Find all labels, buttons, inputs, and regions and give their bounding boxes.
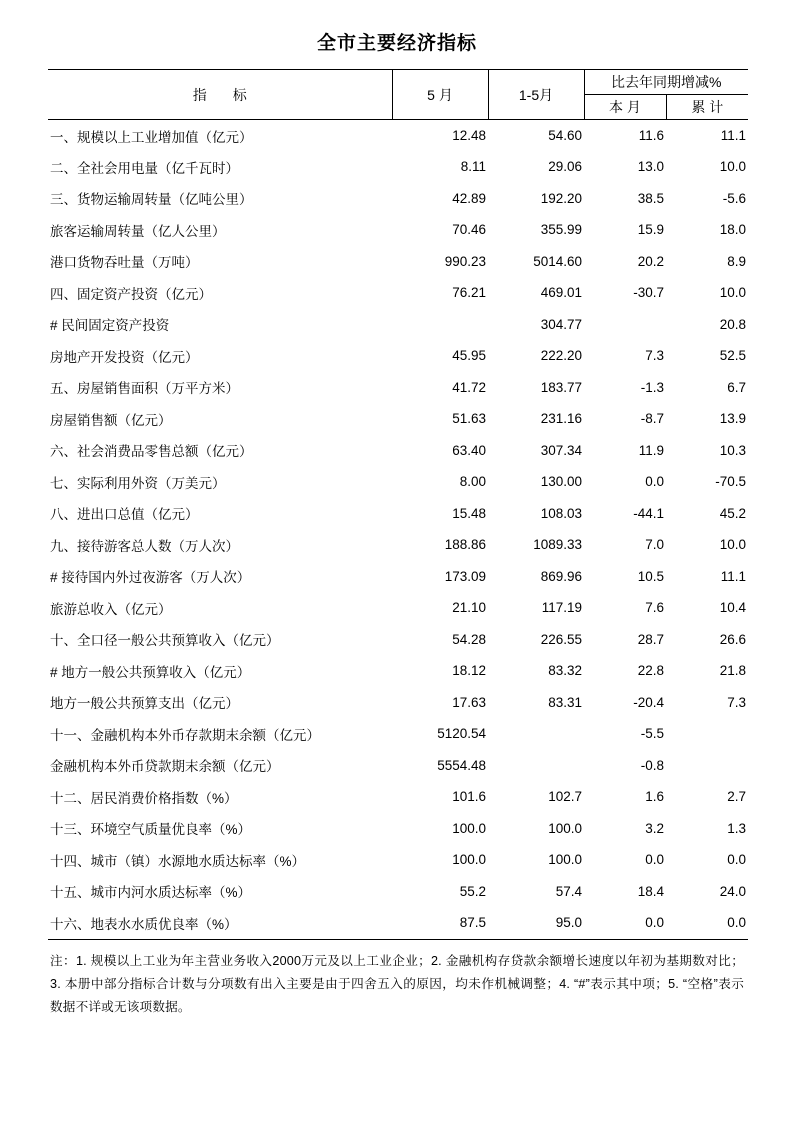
row-change-cumulative: 10.4 [719,600,747,616]
row-value-cumulative: 183.77 [540,379,582,395]
row-label: 金融机构本外币贷款期末余额（亿元） [50,759,280,775]
row-change-cumulative: 7.3 [727,694,747,710]
row-value-cumulative: 100.0 [548,820,582,836]
table-notes [50,950,744,1020]
row-label: # 地方一般公共预算收入（亿元） [50,664,251,680]
row-label: 十二、居民消费价格指数（%） [50,790,238,806]
table-row [48,214,748,246]
row-label: 十六、地表水水质优良率（%） [50,916,238,932]
row-change-cumulative: 11.1 [720,128,747,143]
row-label: # 接待国内外过夜游客（万人次） [50,570,251,586]
row-value-month: 5554.48 [437,757,486,773]
table-row [48,718,748,750]
row-change-cumulative: -70.5 [715,474,747,490]
row-change-cumulative: 26.6 [719,631,747,647]
row-change-month: 15.9 [637,222,664,238]
table-row [48,372,748,404]
row-change-cumulative [666,718,748,750]
row-label: 房屋销售额（亿元） [50,412,172,428]
table-row [48,151,748,183]
row-label: # 民间固定资产投资 [50,318,170,334]
row-value-cumulative: 100.0 [548,852,582,868]
row-change-month: 1.6 [645,789,664,805]
row-label: 十、全口径一般公共预算收入（亿元） [50,633,280,649]
row-value-cumulative: 307.34 [540,442,582,458]
row-change-cumulative: 20.8 [719,316,747,332]
row-value-month: 990.23 [444,253,486,269]
row-label: 房地产开发投资（亿元） [50,349,199,365]
row-value-cumulative: 83.31 [548,694,582,710]
row-value-cumulative: 102.7 [548,789,582,805]
row-change-cumulative: 6.7 [727,379,747,395]
row-change-month [584,309,666,341]
row-value-cumulative: 5014.60 [533,253,582,269]
row-value-month: 101.6 [452,789,486,805]
row-label: 三、货物运输周转量（亿吨公里） [50,192,253,208]
row-value-cumulative: 108.03 [540,505,582,521]
row-change-cumulative: 1.3 [727,820,747,836]
table-row [48,529,748,561]
row-label: 十五、城市内河水质达标率（%） [50,885,252,901]
row-change-cumulative: 52.5 [719,348,747,364]
row-label: 旅客运输周转量（亿人公里） [50,223,226,239]
row-value-month: 17.63 [452,694,486,710]
row-value-cumulative: 57.4 [555,883,582,899]
row-value-month: 173.09 [444,568,486,584]
row-value-month [392,309,488,341]
row-change-month: -1.3 [640,379,664,395]
table-row [48,907,748,939]
table-row [48,466,748,498]
row-value-month: 76.21 [452,285,486,301]
row-label: 九、接待游客总人数（万人次） [50,538,239,554]
table-row [48,561,748,593]
row-change-month: 0.0 [645,852,664,868]
row-change-cumulative: 10.0 [719,285,747,301]
row-value-month: 42.89 [452,190,486,206]
table-row [48,813,748,845]
table-row [48,655,748,687]
table-row [48,498,748,530]
row-value-cumulative: 192.20 [540,190,582,206]
row-value-cumulative: 95.0 [555,915,582,931]
row-value-cumulative: 469.01 [540,285,582,301]
row-label: 七、实际利用外资（万美元） [50,475,226,491]
row-change-month: 11.9 [638,442,664,458]
row-value-cumulative: 226.55 [540,631,582,647]
row-value-month: 100.0 [452,820,486,836]
row-change-month: 7.0 [645,537,664,553]
row-change-month: 10.5 [637,568,664,584]
column-header-change-cumulative: 累 计 [666,95,748,120]
row-value-cumulative: 869.96 [540,568,582,584]
row-change-month: -5.5 [640,726,664,742]
column-header-indicator: 指 标 [48,70,392,120]
row-label: 旅游总收入（亿元） [50,601,172,617]
row-change-cumulative [666,750,748,782]
row-value-cumulative: 130.00 [540,474,582,490]
row-change-cumulative: 10.0 [719,537,747,553]
row-value-month: 63.40 [452,442,486,458]
row-value-month: 87.5 [459,915,486,931]
row-label: 五、房屋销售面积（万平方米） [50,381,239,397]
table-header [48,70,748,120]
row-value-month: 15.48 [452,505,486,521]
table-row [48,120,748,152]
table-row [48,592,748,624]
row-label: 四、固定资产投资（亿元） [50,286,212,302]
table-row [48,750,748,782]
row-label: 十三、环境空气质量优良率（%） [50,822,252,838]
row-value-cumulative: 29.06 [548,159,582,175]
row-value-cumulative: 231.16 [540,411,582,427]
table-row [48,844,748,876]
row-label: 港口货物吞吐量（万吨） [50,255,199,271]
row-change-month: 22.8 [637,663,664,679]
row-change-cumulative: 45.2 [719,505,747,521]
column-header-change-month: 本 月 [584,95,666,120]
row-change-month: 3.2 [645,820,664,836]
table-row [48,309,748,341]
row-change-month: -30.7 [633,285,664,301]
row-value-cumulative: 1089.33 [533,537,582,553]
table-row [48,246,748,278]
table-row [48,403,748,435]
row-label: 地方一般公共预算支出（亿元） [50,696,239,712]
row-value-month: 188.86 [444,537,486,553]
row-label: 八、进出口总值（亿元） [50,507,199,523]
column-header-change-group: 比去年同期增减% [584,70,748,95]
row-change-month: -44.1 [633,505,664,521]
row-label: 二、全社会用电量（亿千瓦时） [50,160,239,176]
table-row [48,687,748,719]
row-change-cumulative: -5.6 [722,190,747,206]
table-row [48,876,748,908]
row-change-month: 18.4 [637,883,664,899]
row-value-cumulative: 54.60 [548,128,582,143]
row-label: 一、规模以上工业增加值（亿元） [50,129,253,145]
row-change-month: 11.6 [638,128,664,143]
table-row [48,340,748,372]
row-change-cumulative: 18.0 [719,222,747,238]
row-label: 十一、金融机构本外币存款期末余额（亿元） [50,727,320,743]
table-body [48,120,748,939]
row-change-cumulative: 0.0 [727,915,747,931]
row-change-month: 20.2 [637,253,664,269]
column-header-cumulative: 1-5月 [488,70,584,120]
row-value-month: 51.63 [452,411,486,427]
row-label: 六、社会消费品零售总额（亿元） [50,444,253,460]
row-value-month: 21.10 [452,600,486,616]
table-row [48,435,748,467]
column-header-month: 5 月 [392,70,488,120]
row-change-month: 38.5 [637,190,664,206]
row-label: 十四、城市（镇）水源地水质达标率（%） [50,853,306,869]
row-value-cumulative [488,750,584,782]
row-change-month: 0.0 [645,915,664,931]
row-change-cumulative: 2.7 [727,789,747,805]
row-change-cumulative: 0.0 [727,852,747,868]
row-change-cumulative: 8.9 [727,253,747,269]
row-value-cumulative: 304.77 [540,316,582,332]
row-change-month: -0.8 [640,757,664,773]
row-change-month: 7.6 [645,600,664,616]
table-row [48,781,748,813]
row-value-month: 12.48 [452,128,486,143]
row-value-month: 70.46 [452,222,486,238]
row-value-cumulative: 83.32 [548,663,582,679]
row-value-month: 55.2 [459,883,486,899]
row-value-month: 5120.54 [437,726,486,742]
row-value-month: 18.12 [452,663,486,679]
row-change-month: -8.7 [640,411,664,427]
table-header-row-1 [48,70,748,95]
row-change-cumulative: 10.0 [719,159,747,175]
row-change-month: 28.7 [637,631,664,647]
row-value-month: 45.95 [452,348,486,364]
table-bottom-rule [48,939,748,940]
notes-text: 注：1. 规模以上工业为年主营业务收入2000万元及以上工业企业；2. 金融机构存贷款余额增长速度以年初为基期数对比；3. 本册中部分指标合计数与分项数有出入主要是由于四舍五入的原因，均未作机械调整；4. “#”表示其中项；5. “空格”表示数据不详或无该项数据。 [50,953,744,1015]
row-value-month: 8.00 [459,474,486,490]
row-value-month: 54.28 [452,631,486,647]
row-value-cumulative [488,718,584,750]
row-change-month: 13.0 [637,159,664,175]
table-row [48,277,748,309]
economic-indicators-table [48,69,748,939]
row-value-month: 41.72 [452,379,486,395]
row-change-cumulative: 24.0 [719,883,747,899]
row-change-month: -20.4 [633,694,664,710]
row-change-cumulative: 13.9 [719,411,747,427]
row-change-cumulative: 21.8 [719,663,747,679]
row-change-cumulative: 11.1 [720,568,747,584]
row-value-cumulative: 117.19 [541,600,582,616]
table-row [48,183,748,215]
row-value-month: 8.11 [460,159,486,175]
row-value-cumulative: 355.99 [540,222,582,238]
row-value-month: 100.0 [452,852,486,868]
row-value-cumulative: 222.20 [540,348,582,364]
row-change-month: 7.3 [645,348,664,364]
page-title: 全市主要经济指标 [316,33,477,54]
row-change-month: 0.0 [645,474,664,490]
row-change-cumulative: 10.3 [719,442,747,458]
table-row [48,624,748,656]
